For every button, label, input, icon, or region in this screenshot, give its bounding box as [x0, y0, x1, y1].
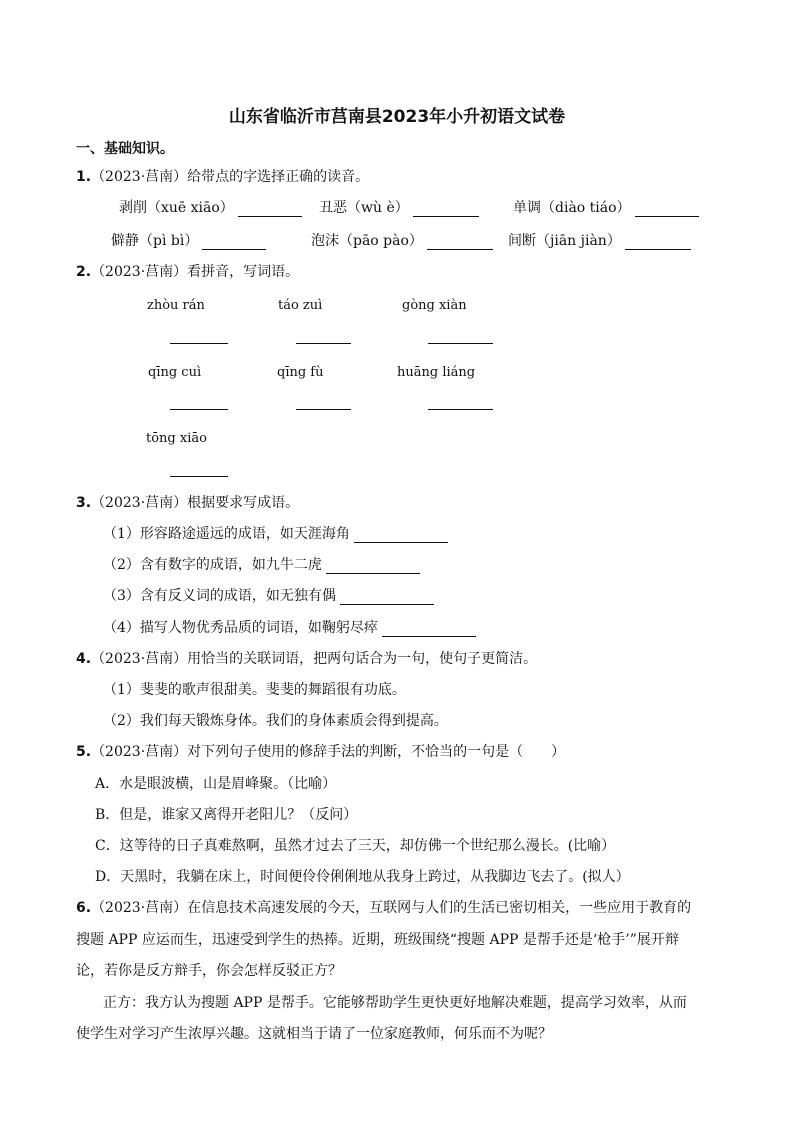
q3-item [103, 556, 420, 574]
question-1-stem [76, 168, 369, 186]
pinyin-label: qīng fù [277, 365, 324, 380]
question-text: （2023·莒南）用恰当的关联词语，把两句话合为一句，使句子更简洁。 [91, 651, 538, 667]
question-3-stem [76, 494, 299, 512]
pinyin-label: gòng xiàn [402, 298, 467, 313]
answer-blank[interactable] [413, 202, 479, 217]
question-number: 6. [76, 900, 92, 916]
answer-blank[interactable] [202, 235, 266, 250]
q1-item [119, 199, 302, 217]
choice-option-a[interactable]: A．水是眼波横，山是眉峰聚。（比喻） [95, 776, 337, 792]
q1-item-text: 剥削（xuē xiāo） [119, 200, 234, 216]
section-heading: 一、基础知识。 [76, 141, 174, 157]
debate-paragraph: 正方：我方认为搜题 APP 是帮手。它能够帮助学生更快更好地解决难题，提高学习效率，从而 [103, 995, 687, 1011]
q1-item-text: 间断（jiān jiàn） [508, 233, 621, 249]
q1-item [513, 199, 699, 217]
question-5-stem [76, 743, 565, 761]
question-4-stem [76, 650, 537, 668]
page-title: 山东省临沂市莒南县2023年小升初语文试卷 [228, 107, 566, 127]
pinyin-label: qīng cuì [148, 365, 202, 380]
answer-blank[interactable] [428, 409, 493, 410]
answer-blank[interactable] [340, 590, 434, 605]
q3-item-text: （3）含有反义词的成语，如无独有偶 [103, 588, 336, 604]
answer-blank[interactable] [382, 622, 476, 637]
q1-item-text: 单调（diào tiáo） [513, 200, 631, 216]
q3-item-text: （2）含有数字的成语，如九牛二虎 [103, 557, 322, 573]
question-text: （2023·莒南）给带点的字选择正确的读音。 [91, 169, 370, 185]
q1-item-text: 丑恶（wù è） [319, 200, 409, 216]
question-number: 5. [76, 744, 92, 760]
q1-item [311, 232, 493, 250]
answer-blank[interactable] [428, 343, 493, 344]
answer-blank[interactable] [625, 235, 691, 250]
question-text: （2023·莒南）根据要求写成语。 [91, 495, 300, 511]
pinyin-label: tōng xiāo [146, 431, 207, 446]
pinyin-label: táo zuì [278, 298, 323, 313]
q3-item-text: （4）描写人物优秀品质的词语，如鞠躬尽瘁 [103, 620, 378, 636]
q1-item [319, 199, 479, 217]
question-text: （2023·莒南）在信息技术高速发展的今天，互联网与人们的生活已密切相关，一些应用于教育的 [91, 900, 692, 916]
q4-item: （2）我们每天锻炼身体。我们的身体素质会得到提高。 [103, 713, 448, 729]
debate-paragraph: 使学生对学习产生浓厚兴趣。这就相当于请了一位家庭教师，何乐而不为呢？ [76, 1026, 552, 1042]
question-text: 论，若你是反方辩手，你会怎样反驳正方？ [76, 963, 342, 979]
question-6-stem [76, 899, 691, 917]
question-text: （2023·莒南）看拼音，写词语。 [91, 264, 300, 280]
q3-item [103, 587, 434, 605]
choice-option-d[interactable]: D．天黑时，我躺在床上，时间便伶伶俐俐地从我身上跨过，从我脚边飞去了。(拟人） [95, 869, 630, 885]
question-text: 搜题 APP 应运而生，迅速受到学生的热捧。近期，班级围绕“搜题 APP 是帮手还是‘枪手’”展开辩 [76, 932, 679, 948]
answer-blank[interactable] [296, 409, 351, 410]
choice-option-b[interactable]: B．但是，谁家又离得开老阳儿？（反问） [95, 807, 358, 823]
question-2-stem [76, 263, 299, 281]
q1-item-text: 泡沫（pāo pào） [311, 233, 423, 249]
question-number: 2. [76, 264, 92, 280]
q4-item: （1）斐斐的歌声很甜美。斐斐的舞蹈很有功底。 [103, 682, 406, 698]
q1-item [111, 232, 266, 250]
answer-blank[interactable] [427, 235, 493, 250]
answer-blank[interactable] [296, 343, 351, 344]
q3-item [103, 619, 476, 637]
question-number: 1. [76, 169, 92, 185]
answer-blank[interactable] [170, 343, 228, 344]
answer-blank[interactable] [238, 202, 302, 217]
q3-item-text: （1）形容路途遥远的成语，如天涯海角 [103, 526, 350, 542]
q3-item [103, 525, 448, 543]
question-number: 3. [76, 495, 92, 511]
answer-blank[interactable] [354, 528, 448, 543]
answer-blank[interactable] [635, 202, 699, 217]
answer-blank[interactable] [170, 476, 228, 477]
answer-blank[interactable] [170, 409, 228, 410]
q1-item-text: 僻静（pì bì） [111, 233, 199, 249]
q1-item [508, 232, 691, 250]
question-number: 4. [76, 651, 92, 667]
pinyin-label: huāng liáng [397, 365, 476, 380]
answer-blank[interactable] [326, 559, 420, 574]
pinyin-label: zhòu rán [147, 298, 205, 313]
choice-option-c[interactable]: C．这等待的日子真难熬啊，虽然才过去了三天，却仿佛一个世纪那么漫长。(比喻） [95, 838, 616, 854]
question-text: （2023·莒南）对下列句子使用的修辞手法的判断，不恰当的一句是（ ） [91, 744, 566, 760]
